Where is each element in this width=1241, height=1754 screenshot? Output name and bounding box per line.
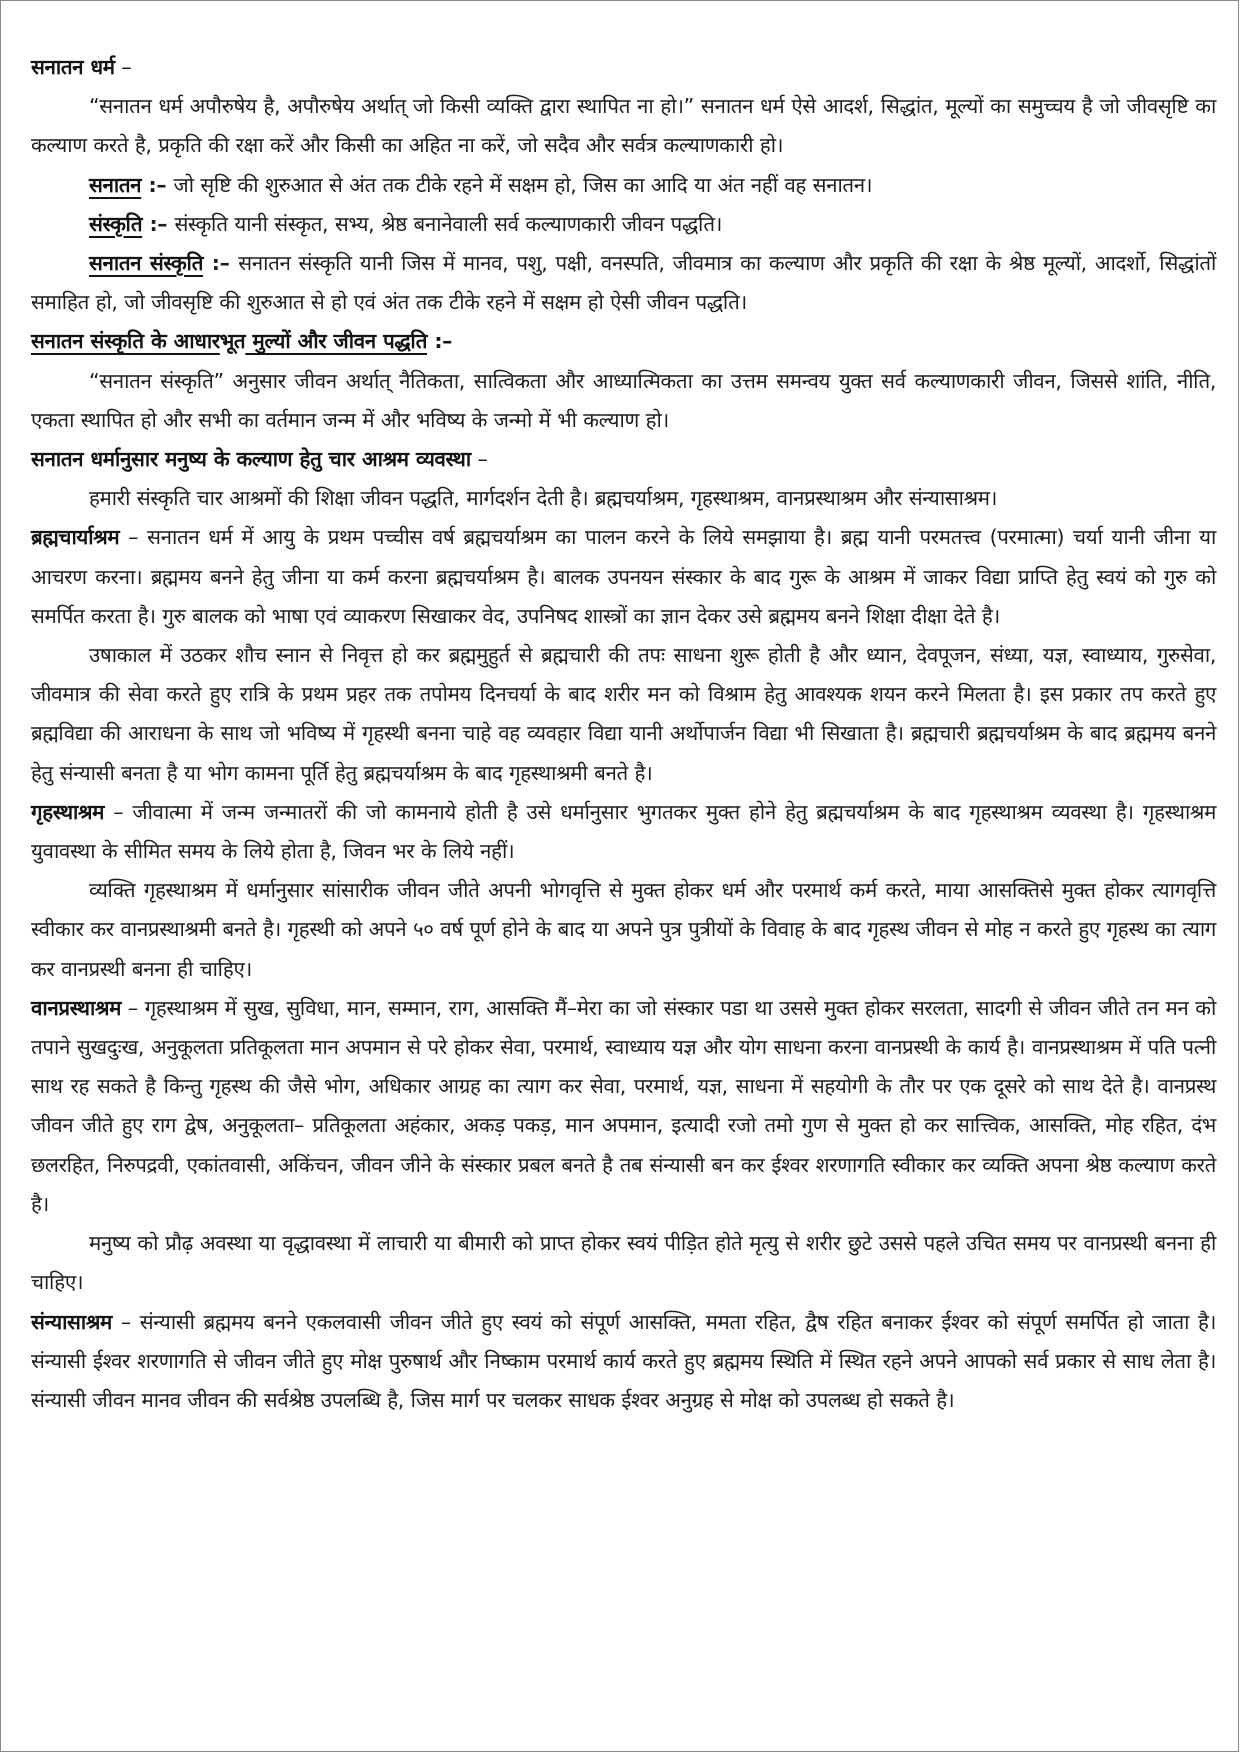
heading-core-values-part3: मुल्यों और जीवन पद्धति xyxy=(245,329,428,354)
definition-term: सनातन संस्कृति xyxy=(89,251,204,276)
section-brahmacharya xyxy=(31,518,1216,636)
paragraph-core-values: “सनातन संस्कृति” अनुसार जीवन अर्थात् नैतिकता, सात्विकता और आध्यात्मिकता का उत्तम समन्वय युक्त सर्व कल्याणकारी जीवन, जिससे शांति, नीति, एकता स्थापित हो और सभी का वर्तमान जन्म में और भविष्य के जन्मो में भी कल्याण हो। xyxy=(31,368,1216,432)
heading-core-values xyxy=(31,322,1216,361)
section-sannyasa xyxy=(31,1303,1216,1421)
section-title-brahmacharya: ब्रह्मचार्याश्रम xyxy=(31,525,120,550)
paragraph-grihastha-duty: व्यक्ति गृहस्थाश्रम में धर्मानुसार सांसारीक जीवन जीते अपनी भोगवृत्ति से मुक्त होकर धर्म और परमार्थ कर्म करते, माया आसक्तिसे मुक्त होकर त्यागवृत्ति स्वीकार कर वानप्रस्थाश्रमी बनते है। गृहस्थी को अपने ५० वर्ष पूर्ण होने के बाद या अपने पुत्र पुत्रीयों के विवाह के बाद गृहस्थ जीवन से मोह न करते हुए गृहस्थ का त्याग कर वानप्रस्थी बनना ही चाहिए। xyxy=(31,878,1216,981)
definition-sanatan-sanskriti xyxy=(31,244,1216,322)
heading-dash: – xyxy=(470,447,488,472)
heading-sanatan-dharma-text: सनातन धर्म xyxy=(31,55,115,79)
section-text: गृहस्थाश्रम में सुख, सुविधा, मान, सम्मान, राग, आसक्ति मैं–मेरा का जो संस्कार पडा था उससे मुक्त होकर सरलता, सादगी से जीवन जीते तन मन को तपाने सुखदुःख, अनुकूलता प्रतिकूलता मान अपमान से परे होकर सेवा, परमार्थ, स्वाध्याय यज्ञ और योग साधना करना वानप्रस्थी के कार्य है। वानप्रस्थाश्रम में पति पत्नी साथ रह सकते है किन्तु गृहस्थ की जैसे भोग, अधिकार आग्रह का त्याग कर सेवा, परमार्थ, यज्ञ, साधना में सहयोगी के तौर पर एक दूसरे को साथ देते है। वानप्रस्थ जीवन जीते हुए राग द्वेष, अनुकूलता– प्रतिकूलता अहंकार, अकड़ पकड़, मान अपमान, इत्यादी रजो तमो गुण से मुक्त हो कर सात्त्विक, आसक्ति, मोह रहित, दंभ छलरहित, निरुपद्रवी, एकांतवासी, अकिंचन, जीवन जीने के संस्कार प्रबल बनते है तब संन्यासी बन कर ईश्वर शरणागति स्वीकार कर व्यक्ति अपना श्रेष्ठ कल्याण करते है। xyxy=(31,995,1217,1216)
definition-separator: :– xyxy=(203,251,239,276)
section-vanaprastha xyxy=(31,989,1216,1224)
section-title-sannyasa: संन्यासाश्रम xyxy=(31,1309,112,1334)
heading-core-values-part1: सनातन संस्कृति के आधार xyxy=(31,329,220,354)
section-grihastha xyxy=(31,793,1216,871)
section-title-grihastha: गृहस्थाश्रम xyxy=(31,799,105,824)
section-dash: – xyxy=(111,1309,140,1334)
definition-text: जो सृष्टि की शुरुआत से अंत तक टीके रहने में सक्षम हो, जिस का आदि या अंत नहीं वह सनातन। xyxy=(173,172,873,197)
paragraph-vanaprastha-timing: मनुष्य को प्रौढ़ अवस्था या वृद्धावस्था में लाचारी या बीमारी को प्राप्त होकर स्वयं पीड़ित होते मृत्यु से शरीर छुटे उससे पहले उचित समय पर वानप्रस्थी बनना ही चाहिए। xyxy=(31,1231,1216,1295)
definition-term: सनातन xyxy=(89,172,142,197)
paragraph-sanatan-dharma-intro: “सनातन धर्म अपौरुषेय है, अपौरुषेय अर्थात् जो किसी व्यक्ति द्वारा स्थापित ना हो।” सनातन धर्म ऐसे आदर्श, सिद्धांत, मूल्यों का समुच्चय है जो जीवसृष्टि का कल्याण करते है, प्रकृति की रक्षा करें और किसी का अहित ना करें, जो सदैव और सर्वत्र कल्याणकारी हो। xyxy=(31,94,1216,158)
heading-dash: – xyxy=(114,55,132,79)
heading-sanatan-dharma xyxy=(31,48,1216,87)
definition-sanatan xyxy=(31,166,1216,205)
section-title-vanaprastha: वानप्रस्थाश्रम xyxy=(31,995,122,1020)
heading-core-values-suffix: :– xyxy=(427,329,453,354)
section-text: सनातन धर्म में आयु के प्रथम पच्चीस वर्ष ब्रह्मचर्याश्रम का पालन करने के लिये समझाया है। ब्रह्म यानी परमतत्त्व (परमात्मा) चर्या यानी जीना या आचरण करना। ब्रह्ममय बनने हेतु जीना या कर्म करना ब्रह्मचर्याश्रम है। बालक उपनयन संस्कार के बाद गुरू के आश्रम में जाकर विद्या प्राप्ति हेतु स्वयं को गुरु को समर्पित करता है। गुरु बालक को भाषा एवं व्याकरण सिखाकर वेद, उपनिषद शास्त्रों का ज्ञान देकर उसे ब्रह्ममय बनने शिक्षा दीक्षा देते है। xyxy=(31,525,1217,628)
definition-sanskriti xyxy=(31,205,1216,244)
section-text: संन्यासी ब्रह्ममय बनने एकलवासी जीवन जीते हुए स्वयं को संपूर्ण आसक्ति, ममता रहित, द्वैष रहित बनाकर ईश्वर को संपूर्ण समर्पित हो जाता है। संन्यासी ईश्वर शरणागति से जीवन जीते हुए मोक्ष पुरुषार्थ और निष्काम परमार्थ कार्य करते हुए ब्रह्ममय स्थिति में स्थित रहने अपने आपको सर्व प्रकार से साध लेता है। संन्यासी जीवन मानव जीवन की सर्वश्रेष्ठ उपलब्धि है, जिस मार्ग पर चलकर साधक ईश्वर अनुग्रह से मोक्ष को उपलब्ध हो सकते है। xyxy=(31,1309,1217,1412)
definition-separator: :– xyxy=(141,172,174,197)
heading-four-ashrams-text: सनातन धर्मानुसार मनुष्य के कल्याण हेतु चार आश्रम व्यवस्था xyxy=(31,447,471,472)
paragraph-brahmacharya-routine: उषाकाल में उठकर शौच स्नान से निवृत्त हो कर ब्रह्ममुहुर्त से ब्रह्मचारी की तपः साधना शुरू होती है और ध्यान, देवपूजन, संध्या, यज्ञ, स्वाध्याय, गुरुसेवा, जीवमात्र की सेवा करते हुए रात्रि के प्रथम प्रहर तक तपोमय दिनचर्या के बाद शरीर मन को विश्राम हेतु आवश्यक शयन करने मिलता है। इस प्रकार तप करते हुए ब्रह्मविद्या की आराधना के साथ जो भविष्य में गृहस्थी बनना चाहे वह व्यवहार विद्या यानी अर्थोपार्जन विद्या भी सिखाता है। ब्रह्मचारी ब्रह्मचर्याश्रम के बाद ब्रह्ममय बनने हेतु संन्यासी बनता है या भोग कामना पूर्ति हेतु ब्रह्मचर्याश्रम के बाद गृहस्थाश्रमी बनते है। xyxy=(31,643,1216,785)
document-body xyxy=(31,48,1216,1420)
paragraph-four-ashrams-intro: हमारी संस्कृति चार आश्रमों की शिक्षा जीवन पद्धति, मार्गदर्शन देती है। ब्रह्मचर्याश्रम, गृहस्थाश्रम, वानप्रस्थाश्रम और संन्यासाश्रम। xyxy=(89,486,998,511)
definition-separator: :– xyxy=(142,211,175,236)
section-dash: – xyxy=(104,799,133,824)
section-dash: – xyxy=(119,525,148,550)
definition-term: संस्कृति xyxy=(89,211,143,236)
definition-text: संस्कृति यानी संस्कृत, सभ्य, श्रेष्ठ बनानेवाली सर्व कल्याणकारी जीवन पद्धति। xyxy=(174,211,723,236)
section-text: जीवात्मा में जन्म जन्मातरों की जो कामनाये होती है उसे धर्मानुसार भुगतकर मुक्त होने हेतु ब्रह्मचर्याश्रम के बाद गृहस्थाश्रम व्यवस्था है। गृहस्थाश्रम युवावस्था के सीमित समय के लिये होता है, जिवन भर के लिये नहीं। xyxy=(31,799,1216,864)
heading-four-ashrams xyxy=(31,440,1216,479)
section-dash: – xyxy=(121,995,145,1020)
definition-text: सनातन संस्कृति यानी जिस में मानव, पशु, पक्षी, वनस्पति, जीवमात्र का कल्याण और प्रकृति की रक्षा के श्रेष्ठ मूल्यों, आदर्शो, सिद्धांतों समाहित हो, जो जीवसृष्टि की शुरुआत से हो एवं अंत तक टीके रहने में सक्षम हो ऐसी जीवन पद्धति। xyxy=(31,251,1217,315)
heading-core-values-part2: भूत xyxy=(219,329,246,354)
